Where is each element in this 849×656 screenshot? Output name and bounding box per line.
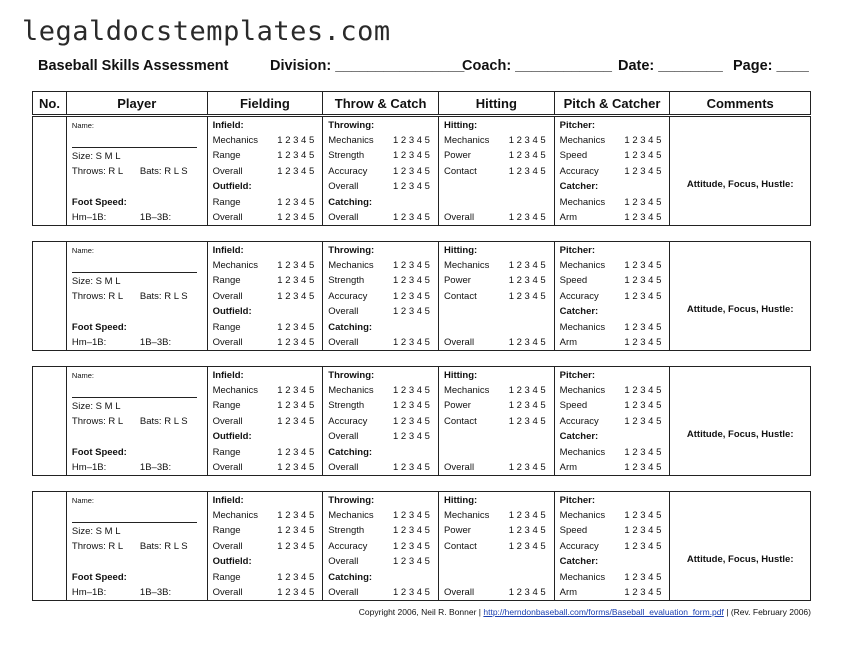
- pitcher-mechanics-rating[interactable]: Mechanics 1 2 3 4 5: [559, 260, 662, 271]
- hitting-overall-rating[interactable]: Overall 1 2 3 4 5: [443, 462, 546, 473]
- throwing-strength-rating[interactable]: Strength 1 2 3 4 5: [328, 400, 430, 411]
- throwing-strength-rating[interactable]: Strength 1 2 3 4 5: [328, 525, 430, 536]
- comments-cell[interactable]: [670, 117, 810, 225]
- player-block: [32, 241, 811, 351]
- hitting-power-rating[interactable]: Power 1 2 3 4 5: [443, 400, 546, 411]
- name-field[interactable]: [72, 397, 197, 398]
- size-options[interactable]: Size: S M L: [71, 526, 121, 537]
- throwing-mechanics-rating[interactable]: Mechanics 1 2 3 4 5: [328, 260, 430, 271]
- hitting-overall-rating[interactable]: Overall 1 2 3 4 5: [443, 212, 546, 223]
- catcher-label: Catcher:: [559, 306, 599, 317]
- infield-overall-rating[interactable]: Overall 1 2 3 4 5: [212, 416, 315, 427]
- catcher-mechanics-rating[interactable]: Mechanics 1 2 3 4 5: [559, 197, 662, 208]
- infield-label: Infield:: [212, 120, 244, 131]
- throwing-overall-rating[interactable]: Overall 1 2 3 4 5: [328, 306, 430, 317]
- outfield-overall-rating[interactable]: Overall 1 2 3 4 5: [212, 337, 315, 348]
- hitting-label: Hitting:: [443, 245, 478, 256]
- pitcher-label: Pitcher:: [559, 245, 596, 256]
- catcher-label: Catcher:: [559, 181, 599, 192]
- outfield-range-rating[interactable]: Range 1 2 3 4 5: [212, 197, 315, 208]
- catching-label: Catching:: [328, 197, 373, 208]
- form-title-bar: [38, 58, 818, 78]
- pitcher-mechanics-rating[interactable]: Mechanics 1 2 3 4 5: [559, 510, 662, 521]
- player-block: [32, 366, 811, 476]
- speed-times[interactable]: Hm–1B: 1B–3B:: [71, 337, 172, 348]
- name-label: Name:: [71, 496, 95, 505]
- size-options[interactable]: Size: S M L: [71, 276, 121, 287]
- infield-mechanics-rating[interactable]: Mechanics 1 2 3 4 5: [212, 260, 315, 271]
- hitting-power-rating[interactable]: Power 1 2 3 4 5: [443, 150, 546, 161]
- throws-bats-options[interactable]: Throws: R L Bats: R L S: [71, 166, 188, 177]
- division-field[interactable]: Division: ________________: [270, 58, 465, 74]
- pitch-catcher-cell: [555, 492, 671, 600]
- throw-catch-cell: [323, 367, 439, 475]
- throwing-label: Throwing:: [328, 120, 375, 131]
- size-options[interactable]: Size: S M L: [71, 401, 121, 412]
- pitcher-accuracy-rating[interactable]: Accuracy 1 2 3 4 5: [559, 416, 662, 427]
- catcher-label: Catcher:: [559, 431, 599, 442]
- throwing-strength-rating[interactable]: Strength 1 2 3 4 5: [328, 275, 430, 286]
- form-name: Baseball Skills Assessment: [38, 58, 229, 74]
- catcher-arm-rating[interactable]: Arm 1 2 3 4 5: [559, 337, 662, 348]
- player-cell: [67, 117, 208, 225]
- site-brand: legaldocstemplates.com: [22, 16, 391, 47]
- no-cell[interactable]: [33, 492, 67, 600]
- pitcher-label: Pitcher:: [559, 495, 596, 506]
- outfield-overall-rating[interactable]: Overall 1 2 3 4 5: [212, 587, 315, 598]
- name-field[interactable]: [72, 272, 197, 273]
- speed-times[interactable]: Hm–1B: 1B–3B:: [71, 587, 172, 598]
- throwing-overall-rating[interactable]: Overall 1 2 3 4 5: [328, 431, 430, 442]
- header-no: No.: [33, 92, 67, 114]
- infield-overall-rating[interactable]: Overall 1 2 3 4 5: [212, 541, 315, 552]
- pitcher-label: Pitcher:: [559, 370, 596, 381]
- outfield-range-rating[interactable]: Range 1 2 3 4 5: [212, 322, 315, 333]
- comments-label: Attitude, Focus, Hustle:: [686, 554, 794, 565]
- catcher-mechanics-rating[interactable]: Mechanics 1 2 3 4 5: [559, 447, 662, 458]
- infield-mechanics-rating[interactable]: Mechanics 1 2 3 4 5: [212, 385, 315, 396]
- throwing-strength-rating[interactable]: Strength 1 2 3 4 5: [328, 150, 430, 161]
- hitting-mechanics-rating[interactable]: Mechanics 1 2 3 4 5: [443, 135, 546, 146]
- no-cell[interactable]: [33, 242, 67, 350]
- pitcher-speed-rating[interactable]: Speed 1 2 3 4 5: [559, 525, 662, 536]
- throws-bats-options[interactable]: Throws: R L Bats: R L S: [71, 541, 188, 552]
- comments-cell[interactable]: [670, 367, 810, 475]
- fielding-cell: [208, 242, 324, 350]
- infield-range-rating[interactable]: Range 1 2 3 4 5: [212, 400, 315, 411]
- infield-mechanics-rating[interactable]: Mechanics 1 2 3 4 5: [212, 510, 315, 521]
- name-label: Name:: [71, 121, 95, 130]
- player-block: [32, 491, 811, 601]
- throwing-label: Throwing:: [328, 245, 375, 256]
- footer-revision: | (Rev. February 2006): [726, 607, 811, 617]
- comments-label: Attitude, Focus, Hustle:: [686, 429, 794, 440]
- footer-copyright: Copyright 2006, Neil R. Bonner |: [358, 607, 481, 617]
- infield-label: Infield:: [212, 495, 244, 506]
- throwing-accuracy-rating[interactable]: Accuracy 1 2 3 4 5: [328, 541, 430, 552]
- hitting-label: Hitting:: [443, 120, 478, 131]
- comments-label: Attitude, Focus, Hustle:: [686, 304, 794, 315]
- throw-catch-cell: [323, 492, 439, 600]
- catcher-mechanics-rating[interactable]: Mechanics 1 2 3 4 5: [559, 322, 662, 333]
- foot-speed-label: Foot Speed:: [71, 197, 127, 208]
- coach-field[interactable]: Coach: ____________: [462, 58, 612, 74]
- name-label: Name:: [71, 246, 95, 255]
- catching-label: Catching:: [328, 447, 373, 458]
- hitting-mechanics-rating[interactable]: Mechanics 1 2 3 4 5: [443, 260, 546, 271]
- table-header: [32, 91, 811, 115]
- outfield-range-rating[interactable]: Range 1 2 3 4 5: [212, 572, 315, 583]
- hitting-cell: [439, 367, 555, 475]
- throwing-label: Throwing:: [328, 370, 375, 381]
- throwing-overall-rating[interactable]: Overall 1 2 3 4 5: [328, 556, 430, 567]
- pitcher-accuracy-rating[interactable]: Accuracy 1 2 3 4 5: [559, 166, 662, 177]
- size-options[interactable]: Size: S M L: [71, 151, 121, 162]
- catching-overall-rating[interactable]: Overall 1 2 3 4 5: [328, 212, 430, 223]
- hitting-label: Hitting:: [443, 495, 478, 506]
- infield-label: Infield:: [212, 245, 244, 256]
- player-cell: [67, 492, 208, 600]
- throwing-mechanics-rating[interactable]: Mechanics 1 2 3 4 5: [328, 135, 430, 146]
- infield-overall-rating[interactable]: Overall 1 2 3 4 5: [212, 166, 315, 177]
- outfield-label: Outfield:: [212, 181, 252, 192]
- catching-overall-rating[interactable]: Overall 1 2 3 4 5: [328, 462, 430, 473]
- name-field[interactable]: [72, 522, 197, 523]
- foot-speed-label: Foot Speed:: [71, 447, 127, 458]
- hitting-overall-rating[interactable]: Overall 1 2 3 4 5: [443, 587, 546, 598]
- outfield-range-rating[interactable]: Range 1 2 3 4 5: [212, 447, 315, 458]
- catcher-label: Catcher:: [559, 556, 599, 567]
- no-cell[interactable]: [33, 117, 67, 225]
- throwing-overall-rating[interactable]: Overall 1 2 3 4 5: [328, 181, 430, 192]
- comments-cell[interactable]: [670, 242, 810, 350]
- throws-bats-options[interactable]: Throws: R L Bats: R L S: [71, 416, 188, 427]
- hitting-cell: [439, 117, 555, 225]
- pitch-catcher-cell: [555, 117, 671, 225]
- footer: [359, 607, 811, 617]
- player-cell: [67, 367, 208, 475]
- speed-times[interactable]: Hm–1B: 1B–3B:: [71, 212, 172, 223]
- pitch-catcher-cell: [555, 242, 671, 350]
- name-label: Name:: [71, 371, 95, 380]
- outfield-label: Outfield:: [212, 431, 252, 442]
- outfield-overall-rating[interactable]: Overall 1 2 3 4 5: [212, 462, 315, 473]
- fielding-cell: [208, 492, 324, 600]
- footer-link[interactable]: http://herndonbaseball.com/forms/Baseball_evaluation_form.pdf: [483, 607, 724, 617]
- header-fielding: Fielding: [208, 92, 324, 114]
- infield-overall-rating[interactable]: Overall 1 2 3 4 5: [212, 291, 315, 302]
- outfield-label: Outfield:: [212, 306, 252, 317]
- name-field[interactable]: [72, 147, 197, 148]
- throwing-accuracy-rating[interactable]: Accuracy 1 2 3 4 5: [328, 166, 430, 177]
- hitting-label: Hitting:: [443, 370, 478, 381]
- hitting-contact-rating[interactable]: Contact 1 2 3 4 5: [443, 166, 546, 177]
- hitting-contact-rating[interactable]: Contact 1 2 3 4 5: [443, 541, 546, 552]
- outfield-overall-rating[interactable]: Overall 1 2 3 4 5: [212, 212, 315, 223]
- foot-speed-label: Foot Speed:: [71, 322, 127, 333]
- header-pitch-catcher: Pitch & Catcher: [555, 92, 671, 114]
- infield-range-rating[interactable]: Range 1 2 3 4 5: [212, 150, 315, 161]
- hitting-cell: [439, 492, 555, 600]
- hitting-cell: [439, 242, 555, 350]
- infield-mechanics-rating[interactable]: Mechanics 1 2 3 4 5: [212, 135, 315, 146]
- pitch-catcher-cell: [555, 367, 671, 475]
- throw-catch-cell: [323, 117, 439, 225]
- throwing-mechanics-rating[interactable]: Mechanics 1 2 3 4 5: [328, 510, 430, 521]
- hitting-contact-rating[interactable]: Contact 1 2 3 4 5: [443, 416, 546, 427]
- fielding-cell: [208, 117, 324, 225]
- fielding-cell: [208, 367, 324, 475]
- hitting-mechanics-rating[interactable]: Mechanics 1 2 3 4 5: [443, 385, 546, 396]
- pitcher-mechanics-rating[interactable]: Mechanics 1 2 3 4 5: [559, 135, 662, 146]
- pitcher-speed-rating[interactable]: Speed 1 2 3 4 5: [559, 150, 662, 161]
- throwing-label: Throwing:: [328, 495, 375, 506]
- catching-overall-rating[interactable]: Overall 1 2 3 4 5: [328, 587, 430, 598]
- hitting-power-rating[interactable]: Power 1 2 3 4 5: [443, 275, 546, 286]
- page-field[interactable]: Page: ____: [733, 58, 809, 74]
- pitcher-accuracy-rating[interactable]: Accuracy 1 2 3 4 5: [559, 291, 662, 302]
- infield-label: Infield:: [212, 370, 244, 381]
- hitting-mechanics-rating[interactable]: Mechanics 1 2 3 4 5: [443, 510, 546, 521]
- catcher-arm-rating[interactable]: Arm 1 2 3 4 5: [559, 587, 662, 598]
- catching-label: Catching:: [328, 322, 373, 333]
- infield-range-rating[interactable]: Range 1 2 3 4 5: [212, 525, 315, 536]
- hitting-power-rating[interactable]: Power 1 2 3 4 5: [443, 525, 546, 536]
- player-block: [32, 116, 811, 226]
- pitcher-label: Pitcher:: [559, 120, 596, 131]
- header-comments: Comments: [706, 95, 774, 111]
- throwing-mechanics-rating[interactable]: Mechanics 1 2 3 4 5: [328, 385, 430, 396]
- foot-speed-label: Foot Speed:: [71, 572, 127, 583]
- no-cell[interactable]: [33, 367, 67, 475]
- pitcher-speed-rating[interactable]: Speed 1 2 3 4 5: [559, 275, 662, 286]
- catcher-mechanics-rating[interactable]: Mechanics 1 2 3 4 5: [559, 572, 662, 583]
- outfield-label: Outfield:: [212, 556, 252, 567]
- throw-catch-cell: [323, 242, 439, 350]
- throwing-accuracy-rating[interactable]: Accuracy 1 2 3 4 5: [328, 291, 430, 302]
- pitcher-speed-rating[interactable]: Speed 1 2 3 4 5: [559, 400, 662, 411]
- speed-times[interactable]: Hm–1B: 1B–3B:: [71, 462, 172, 473]
- catching-label: Catching:: [328, 572, 373, 583]
- catcher-arm-rating[interactable]: Arm 1 2 3 4 5: [559, 462, 662, 473]
- header-throw-catch: Throw & Catch: [323, 92, 439, 114]
- comments-cell[interactable]: [670, 492, 810, 600]
- comments-label: Attitude, Focus, Hustle:: [686, 179, 794, 190]
- pitcher-mechanics-rating[interactable]: Mechanics 1 2 3 4 5: [559, 385, 662, 396]
- throwing-accuracy-rating[interactable]: Accuracy 1 2 3 4 5: [328, 416, 430, 427]
- throws-bats-options[interactable]: Throws: R L Bats: R L S: [71, 291, 188, 302]
- hitting-contact-rating[interactable]: Contact 1 2 3 4 5: [443, 291, 546, 302]
- player-cell: [67, 242, 208, 350]
- header-player: Player: [67, 92, 208, 114]
- date-field[interactable]: Date: ________: [618, 58, 723, 74]
- header-hitting: Hitting: [439, 92, 555, 114]
- catcher-arm-rating[interactable]: Arm 1 2 3 4 5: [559, 212, 662, 223]
- hitting-overall-rating[interactable]: Overall 1 2 3 4 5: [443, 337, 546, 348]
- pitcher-accuracy-rating[interactable]: Accuracy 1 2 3 4 5: [559, 541, 662, 552]
- infield-range-rating[interactable]: Range 1 2 3 4 5: [212, 275, 315, 286]
- catching-overall-rating[interactable]: Overall 1 2 3 4 5: [328, 337, 430, 348]
